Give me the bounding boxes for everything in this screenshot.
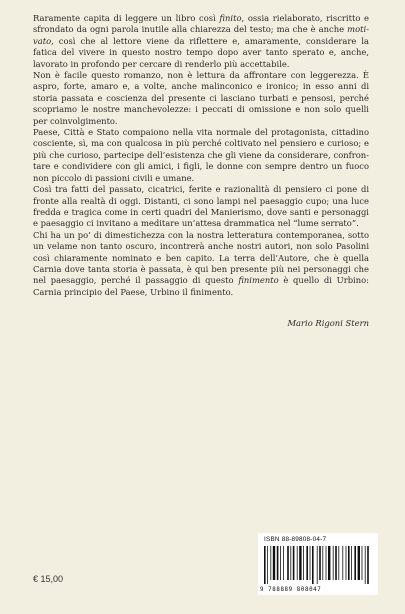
text-run: in profondo per cercare di renderlo più accettabile. [70, 58, 290, 69]
italic-text: finito [219, 13, 242, 23]
barcode-bar [346, 546, 347, 580]
blurb-paragraph [33, 184, 369, 230]
barcode-bar [267, 546, 268, 584]
blurb-paragraph [33, 70, 369, 127]
text-run: , ossia rielaborato, riscritto e [241, 13, 369, 23]
barcode-bar [306, 546, 308, 580]
barcode-bar [310, 546, 311, 580]
text-run: fronte alla realtà di oggi. Distanti, ci sono lampi nel paesaggio cupo; una luce [33, 195, 369, 206]
barcode-bar [319, 546, 321, 580]
text-run: Carnia dove tanta storia è passata, è qui ben presente più nei personaggi che [33, 263, 369, 274]
text-run: storia passata e coscienza del presente ci lasciano turbati e pensosi, perché [33, 92, 369, 103]
barcode-bar [365, 546, 366, 584]
ean-number: 9 788889 808047 [260, 587, 322, 593]
barcode-bar [293, 546, 295, 580]
text-run: per coinvolgimento. [33, 115, 118, 126]
italic-text: finimento [238, 275, 279, 286]
barcode-bar [354, 546, 356, 580]
barcode-bar [283, 546, 284, 580]
text-run: Chi ha un po’ di dimestichezza con la nostra letteratura contemporanea, sotto [33, 229, 369, 240]
barcode-bar [326, 546, 327, 580]
price-label: € 15,00 [33, 574, 64, 584]
isbn-barcode [258, 533, 378, 595]
barcode-bar [299, 546, 301, 580]
barcode-bar [312, 546, 314, 584]
text-run: più che curioso, partecipe dell’esistenza che gli viene da considerare, confron- [33, 149, 369, 160]
barcode-bars [264, 546, 372, 584]
text-run: e paesaggio ci invitano a meditare un’attesa drammatica nel “lume serrato”. [33, 218, 359, 229]
text-run: non piccolo di passioni civili e umane. [33, 172, 195, 183]
isbn-number: ISBN 88-89808-04-7 [264, 536, 327, 543]
barcode-bar [277, 546, 279, 580]
text-run: un velame non tanto oscuro, incontrerà anche nostri autori, non solo Pasolini [33, 241, 369, 252]
text-run: così chiaramente nominato e ben capito. La terra dell’Autore, che è quella [33, 252, 369, 263]
text-run: Così tra fatti del passato, cicatrici, ferite e razionalità di pensiero ci pone di [33, 184, 369, 195]
blurb-paragraph [33, 230, 369, 298]
barcode-bar [333, 546, 334, 580]
text-run: Raramente capita di leggere un libro così [33, 13, 220, 23]
text-run: nel paesaggio, perché il passaggio di questo [33, 275, 239, 286]
barcode-bar [358, 546, 360, 580]
italic-text: vato [33, 35, 52, 46]
barcode-bar [303, 546, 304, 580]
barcode-bar [338, 546, 339, 580]
barcode-bar [317, 546, 318, 584]
barcode-bar [297, 546, 298, 580]
barcode-bar [362, 546, 363, 580]
text-run: aspro, forte, amaro e, a volte, anche malinconico e ironico; in esso anni di [33, 81, 369, 92]
barcode-bar [367, 546, 369, 584]
barcode-bar [264, 546, 266, 584]
text-run: Non è facile questo romanzo, non è lettura da affrontare con leggerezza. È [33, 70, 369, 81]
italic-text: moti- [347, 24, 369, 35]
barcode-bar [287, 546, 289, 580]
author-signature: Mario Rigoni Stern [287, 318, 369, 328]
barcode-bar [290, 546, 291, 580]
blurb-paragraph [33, 127, 369, 184]
barcode-bar [270, 546, 271, 580]
barcode-bar [342, 546, 343, 580]
text-run: scopriamo le nostre manchevolezze: i peccati di omissione e non solo quelli [33, 104, 369, 115]
barcode-bar [351, 546, 352, 580]
barcode-bar [328, 546, 330, 580]
text-run: tare e condividere con gli amici, i figli, le donne con sempre dentro un fuoco [33, 161, 369, 172]
barcode-bar [348, 546, 350, 580]
barcode-bar [335, 546, 337, 580]
barcode-bar [322, 546, 323, 580]
text-run: Paese, Città e Stato compaiono nella vita normale del protagonista, cittadino [33, 127, 369, 138]
text-run: sfrondato da ogni parola inutile alla chiarezza del testo; ma che è anche [33, 24, 348, 35]
text-run: Carnia principio del Paese, Urbino il finimento. [33, 286, 234, 297]
blurb-text [33, 13, 369, 298]
barcode-bar [280, 546, 281, 580]
text-run: fredda e tragica come in certi quadri del Manierismo, dove santi e personaggi [33, 206, 369, 217]
text-run: , così che al lettore viene da riflettere e, amaramente, considerare la fatica [33, 35, 369, 58]
text-run: è quello di Urbino: [278, 275, 369, 286]
text-run: cosciente, sì, ma con qualcosa in più perché coltivato nel pensiero e curioso; e [33, 138, 369, 149]
text-run: del vivere in questo nostro tempo dopo aver tanto sperato e, anche, lavorato [33, 47, 369, 69]
barcode-bar [273, 546, 275, 580]
blurb-paragraph [33, 13, 369, 70]
